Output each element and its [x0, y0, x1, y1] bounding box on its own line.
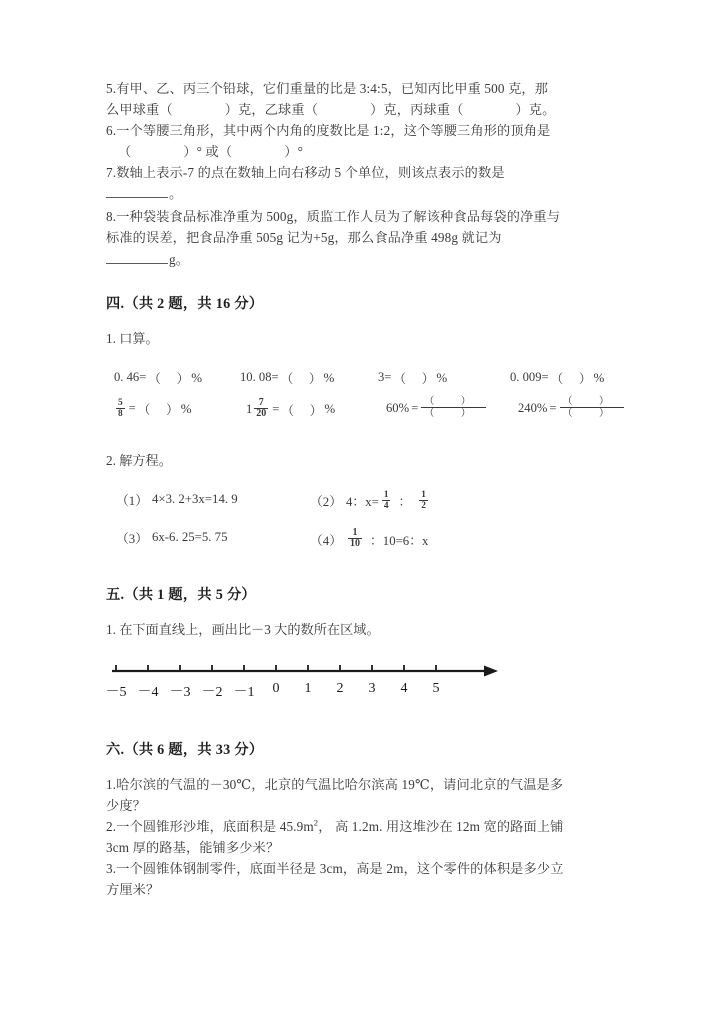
answer-blank	[106, 188, 168, 199]
oral-item-five-eighths	[114, 398, 192, 419]
question-5-line2-d: ）克。	[515, 102, 556, 117]
oral-expr: 240%	[518, 400, 548, 415]
fraction-denominator: 8	[118, 408, 123, 419]
section-six-question-3	[106, 858, 622, 900]
number-line-tick-label: －4	[137, 685, 159, 700]
question-6-line1: 一个等腰三角形，其中两个内角的度数比是 1:2，这个等腰三角形的顶角是	[116, 123, 551, 138]
percent-sign: %	[593, 369, 605, 385]
fraction-blank	[560, 396, 625, 420]
section-five-heading: 五.（共 1 题，共 5 分）	[106, 587, 256, 603]
oral-item-10-08	[240, 368, 334, 387]
equation-1	[116, 490, 238, 509]
question-6-line2-a: （	[118, 144, 132, 159]
fraction-numerator: 5	[118, 397, 123, 408]
section-four-q2-label: 2. 解方程。	[106, 453, 172, 468]
equation-label: （4）	[310, 533, 342, 548]
fraction-denominator: 4	[383, 500, 389, 511]
percent-sign: %	[191, 369, 203, 385]
fraction-denominator: （ ）	[560, 407, 625, 420]
q1-number: 1.	[106, 777, 117, 792]
oral-item-3	[378, 368, 447, 387]
equation-body: ：10=6：x	[370, 533, 429, 548]
number-line-tick-label: 5	[432, 681, 440, 696]
fraction-1-4	[382, 490, 391, 511]
oral-item-0-009	[510, 368, 604, 387]
oral-expr: 0. 46=	[114, 370, 147, 384]
question-5-line2-a: 么甲球重（	[106, 102, 173, 117]
equation-label: （2）	[310, 495, 342, 510]
equation-row-2	[106, 520, 622, 554]
question-8-number: 8.	[106, 209, 117, 224]
q2-line2: 3cm 厚的路基，能铺多少米？	[106, 840, 280, 855]
percent-sign: %	[436, 369, 448, 385]
oral-calc-row-1	[106, 364, 622, 394]
number-line-tick-label: －2	[201, 685, 223, 700]
question-7-number: 7.	[106, 165, 117, 180]
fraction-5-8	[116, 398, 125, 419]
equation-3	[116, 528, 227, 547]
question-6	[106, 120, 622, 162]
fraction-denominator: （ ）	[421, 407, 486, 420]
q3-line2: 方厘米？	[106, 882, 160, 897]
oral-calc-row-2	[106, 394, 622, 428]
q2-number: 2.	[106, 819, 117, 834]
number-line-tick-label: 4	[400, 681, 408, 696]
number-line-figure	[106, 655, 622, 717]
number-line-tick-label: 1	[304, 681, 312, 696]
equation-2	[310, 490, 430, 511]
mixed-number	[246, 398, 270, 421]
fraction-numerator: 7	[258, 396, 264, 408]
oral-blank: （ ）	[281, 403, 323, 418]
oral-blank: （ ）	[137, 403, 179, 418]
question-7-suffix: 。	[169, 186, 183, 201]
section-four-q1-label: 1. 口算。	[106, 331, 159, 346]
oral-item-60-percent	[386, 396, 486, 420]
percent-sign: %	[180, 400, 192, 416]
number-line-tick-label: 3	[368, 681, 376, 696]
fraction-numerator: 1	[383, 489, 389, 500]
equation-body: 6x-6. 25=5. 75	[152, 530, 228, 544]
q2-line1-b: ， 高 1.2m. 用这堆沙在 12m 宽的路面上铺	[318, 819, 564, 834]
whole-part: 1	[246, 401, 253, 416]
question-7	[106, 162, 622, 183]
question-8-line1: 一种袋装食品标准净重为 500g，质监工作人员为了解该种食品每袋的净重与	[116, 209, 561, 224]
section-four-heading: 四.（共 2 题，共 16 分）	[106, 296, 264, 312]
fraction-numerator: 1	[352, 526, 358, 538]
question-7-answer-line	[106, 183, 622, 205]
question-8	[106, 206, 622, 248]
question-6-line2-c: ）°	[284, 144, 303, 159]
equation-label: （1）	[116, 494, 148, 508]
percent-sign: %	[323, 369, 335, 385]
oral-blank: （ ）	[550, 372, 592, 386]
oral-expr: 10. 08=	[240, 370, 279, 384]
question-8-line2: 标准的误差，把食品净重 505g 记为+5g，那么食品净重 498g 就记为	[106, 230, 502, 245]
worksheet-content	[106, 78, 622, 900]
fraction-numerator: （ ）	[562, 395, 621, 407]
fraction-denominator: 2	[421, 500, 426, 511]
oral-item-0-46	[114, 368, 202, 387]
q1-line1: 哈尔滨的气温的－30℃，北京的气温比哈尔滨高 19℃，请问北京的气温是多	[116, 777, 564, 792]
q1-line2: 少度？	[106, 798, 147, 813]
equation-4	[310, 528, 428, 551]
question-6-number: 6.	[106, 123, 117, 138]
q2-superscript: 2	[313, 817, 319, 828]
question-5-number: 5.	[106, 81, 117, 96]
number-line-labels	[106, 681, 622, 703]
number-line-tick-label: －5	[105, 685, 127, 700]
section-six-question-2	[106, 816, 622, 858]
q2-line1-a: 一个圆锥形沙堆，底面积是 45.9m	[116, 819, 314, 834]
number-line-tick-label: 0	[272, 681, 280, 696]
equals-sign: =	[272, 401, 280, 416]
arrow-head-icon	[484, 666, 498, 677]
question-8-suffix: g。	[169, 252, 190, 267]
section-six-heading: 六.（共 6 题，共 33 分）	[106, 742, 264, 758]
number-line-tick-label: －1	[233, 685, 255, 700]
question-7-line1: 数轴上表示-7 的点在数轴上向右移动 5 个单位，则该点表示的数是	[116, 165, 505, 180]
oral-blank: （ ）	[280, 372, 322, 386]
fraction-7-20	[254, 398, 268, 421]
q3-number: 3.	[106, 861, 117, 876]
oral-item-240-percent	[518, 396, 624, 420]
fraction-1-2	[419, 490, 428, 511]
oral-expr: 60%	[386, 400, 410, 415]
fraction-numerator: （ ）	[424, 395, 483, 407]
equation-row-1	[106, 486, 622, 520]
answer-blank	[106, 254, 168, 265]
number-line-tick-label: 2	[336, 681, 344, 696]
question-5	[106, 78, 622, 120]
fraction-denominator: 20	[256, 408, 267, 420]
equals-sign: =	[128, 401, 136, 416]
question-5-line2-c: ）克，丙球重（	[370, 102, 464, 117]
fraction-numerator: 1	[421, 489, 426, 500]
ratio-colon: ：	[398, 495, 412, 510]
fraction-denominator: 10	[350, 538, 360, 550]
section-five-q1-label: 1. 在下面直线上，画出比－3 大的数所在区域。	[106, 622, 380, 637]
percent-sign: %	[324, 401, 336, 417]
oral-expr: 0. 009=	[510, 370, 549, 384]
oral-blank: （ ）	[148, 372, 190, 386]
question-5-line1: 有甲、乙、丙三个铅球，它们重量的比是 3:4:5，已知丙比甲重 500 克，那	[116, 81, 549, 96]
question-8-answer-line	[106, 248, 622, 271]
equals-sign: =	[411, 400, 419, 415]
oral-blank: （ ）	[393, 372, 435, 386]
fraction-1-10	[348, 528, 362, 551]
oral-item-mixed-1-7-20	[246, 398, 335, 421]
equation-body: 4×3. 2+3x=14. 9	[152, 492, 238, 506]
number-line-tick-label: －3	[169, 685, 191, 700]
equation-label: （3）	[116, 532, 148, 546]
section-six-question-1	[106, 774, 622, 816]
equals-sign: =	[549, 400, 557, 415]
equation-prefix: 4：x=	[346, 495, 379, 510]
question-6-line2-b: ）° 或（	[183, 144, 233, 159]
question-5-line2-b: ）克，乙球重（	[224, 102, 319, 117]
q3-line1: 一个圆锥体钢制零件，底面半径是 3cm，高是 2m，这个零件的体积是多少立	[116, 861, 564, 876]
oral-expr: 3=	[378, 370, 392, 384]
fraction-blank	[421, 396, 486, 420]
